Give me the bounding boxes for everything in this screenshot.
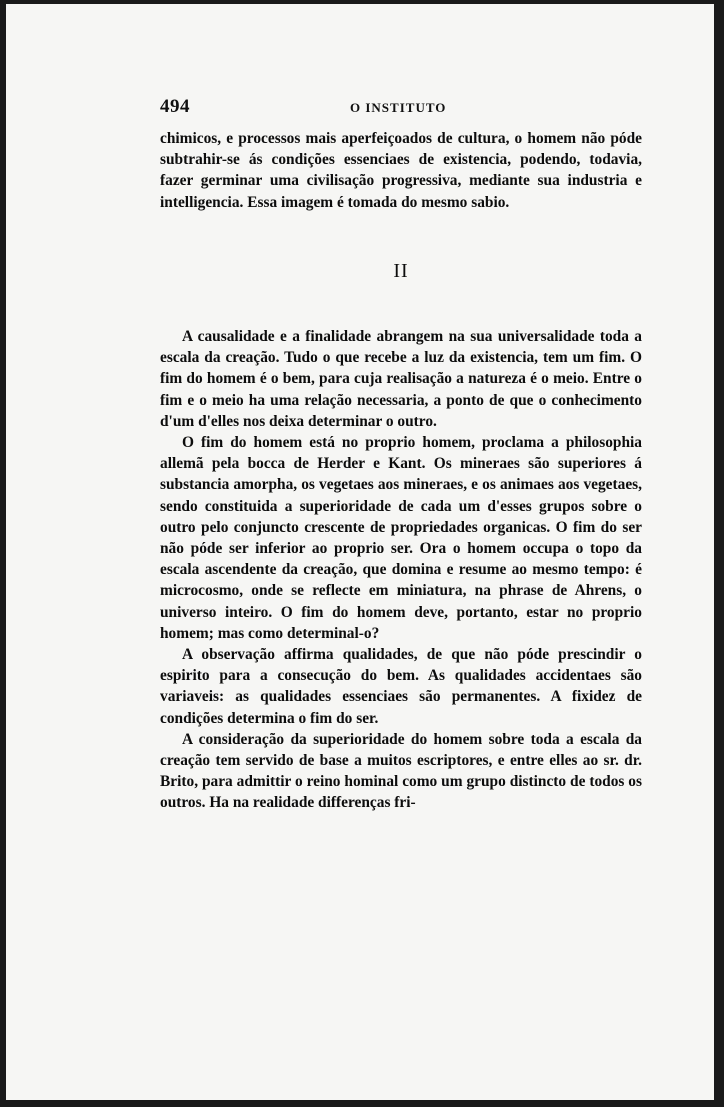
paragraph: A consideração da superioridade do homem sobre toda a escala da creação tem servido de base a muitos escriptores, e entre elles ao sr. dr. Brito, para admittir o reino hominal como um grupo distincto de todos os outros. Ha na realidade differenças fri- <box>160 730 642 812</box>
page-body <box>160 128 642 814</box>
book-page <box>6 4 714 1100</box>
paragraph: A observação affirma qualidades, de que não póde prescindir o espirito para a consecução do bem. As qualidades accidentaes são variaveis: as qualidades essenciaes são permanentes. A fixidez de condições determina o fim do ser. <box>160 646 642 727</box>
page-header <box>160 96 650 120</box>
section-heading: II <box>393 259 409 282</box>
paragraph: A causalidade e a finalidade abrangem na sua universalidade toda a escala da creação. Tudo o que recebe a luz da existencia, tem um fim. O fim do homem é o bem, para cuja realisação a natureza é o meio. Entre o fim e o meio ha uma relação necessaria, a ponto de que o conhecimento d'um d'elles nos deixa determinar o outro. <box>160 328 642 430</box>
page-number: 494 <box>160 96 190 117</box>
paragraph: O fim do homem está no proprio homem, proclama a philosophia allemã pela bocca de Herder e Kant. Os mineraes são superiores á substancia amorpha, os vegetaes aos mineraes, e os animaes aos vegetaes, sendo constituida a superioridade de cada um d'esses grupos sobre o outro pelo conjuncto crescente de propriedades organicas. O fim do ser não póde ser inferior ao proprio ser. Ora o homem occupa o topo da escala ascendente da creação, que domina e resume ao mesmo tempo: é microcosmo, onde se reflecte em miniatura, na phrase de Ahrens, o universo inteiro. O fim do homem deve, portanto, estar no proprio homem; mas como determinal-o? <box>160 434 642 642</box>
paragraph-continuation: chimicos, e processos mais aperfeiçoados de cultura, o homem não póde subtrahir-se ás condições essenciaes de existencia, podendo, todavia, fazer germinar uma civilisação progressiva, mediante sua industria e intelligencia. Essa imagem é tomada do mesmo sabio. <box>160 130 642 211</box>
running-title: O INSTITUTO <box>350 100 447 115</box>
